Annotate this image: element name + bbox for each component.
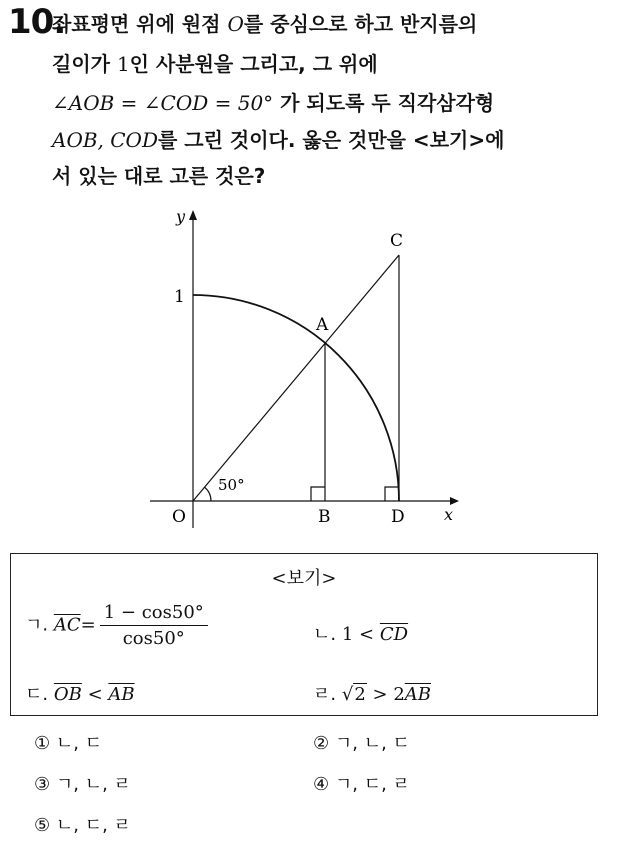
less-than-sign: < xyxy=(81,684,109,705)
point-label-b: B xyxy=(318,507,331,527)
fraction xyxy=(100,602,208,649)
tick-label-one: 1 xyxy=(174,287,185,307)
answer-choice-2[interactable]: ② ㄱ, ㄴ, ㄷ xyxy=(313,733,410,754)
question-line-1 xyxy=(52,14,477,34)
right-angle-mark-b xyxy=(311,487,325,501)
bogi-label-n: ㄴ. xyxy=(313,624,337,645)
question-text: 좌표평면 위에 원점 xyxy=(52,12,228,36)
x-axis-label: x xyxy=(444,505,454,524)
quarter-circle-figure xyxy=(140,198,470,528)
bogi-label-r: ㄹ. xyxy=(313,684,337,705)
greater-than-term: > 2 xyxy=(366,684,405,705)
triangle-names: AOB, COD xyxy=(52,128,158,152)
bogi-box xyxy=(10,553,598,716)
bogi-title: <보기> xyxy=(271,568,337,589)
question-text: 길이가 xyxy=(52,52,117,76)
radicand: 2 xyxy=(354,684,366,705)
question-text: 인 사분원을 그리고, 그 위에 xyxy=(129,52,378,76)
answer-choice-5[interactable]: ⑤ ㄴ, ㄷ, ㄹ xyxy=(34,815,131,836)
angle-condition: ∠AOB = ∠COD = 50° xyxy=(52,91,274,115)
point-label-a: A xyxy=(316,315,329,335)
segment-ac-term: $\overline{AC}$ xyxy=(53,614,81,636)
equals-sign: = xyxy=(80,614,96,636)
angle-arc xyxy=(205,487,211,501)
answer-choice-4[interactable]: ④ ㄱ, ㄷ, ㄹ xyxy=(313,774,410,795)
fraction-denominator: cos50° xyxy=(122,628,185,649)
bogi-label-g: ㄱ. xyxy=(25,614,49,636)
segment-ob-term: $\overline{OB}$ xyxy=(53,684,82,705)
origin-symbol: O xyxy=(227,12,244,36)
segment-oc xyxy=(193,255,399,501)
bogi-item-r xyxy=(313,680,431,706)
question-text: 가 되도록 두 직각삼각형 xyxy=(273,91,495,115)
question-text: 를 그린 것이다. 옳은 것만을 <보기>에 xyxy=(158,128,505,152)
x-axis-arrow-icon xyxy=(450,497,459,505)
bogi-item-d xyxy=(25,680,135,706)
bogi-item-g xyxy=(25,602,208,649)
point-label-c: C xyxy=(390,231,404,251)
question-line-4 xyxy=(52,130,504,150)
quarter-circle-arc xyxy=(193,295,399,501)
answer-choice-1[interactable]: ① ㄴ, ㄷ xyxy=(34,733,103,754)
inequality-left: 1 < xyxy=(341,624,380,645)
question-text: 를 중심으로 하고 반지름의 xyxy=(243,12,478,36)
segment-ab-term: $\overline{AB}$ xyxy=(108,684,135,705)
bogi-label-d: ㄷ. xyxy=(25,684,49,705)
y-axis-label: y xyxy=(176,207,186,226)
question-line-2 xyxy=(52,54,378,74)
question-line-5: 서 있는 대로 고른 것은? xyxy=(52,164,266,188)
question-line-3 xyxy=(52,93,494,113)
radius-value: 1 xyxy=(116,52,130,76)
answer-choice-3[interactable]: ③ ㄱ, ㄴ, ㄹ xyxy=(34,774,131,795)
point-label-o: O xyxy=(172,507,186,527)
right-angle-mark-d xyxy=(385,487,399,501)
bogi-item-n xyxy=(313,620,408,646)
question-number: 10. xyxy=(8,2,66,42)
square-root: √2 xyxy=(341,684,366,705)
angle-label: 50° xyxy=(218,476,245,494)
fraction-numerator: 1 − cos50° xyxy=(100,602,208,626)
segment-cd-term: $\overline{CD}$ xyxy=(379,624,409,645)
segment-ab-term: $\overline{AB}$ xyxy=(404,684,432,705)
y-axis-arrow-icon xyxy=(189,210,197,220)
point-label-d: D xyxy=(391,507,405,527)
